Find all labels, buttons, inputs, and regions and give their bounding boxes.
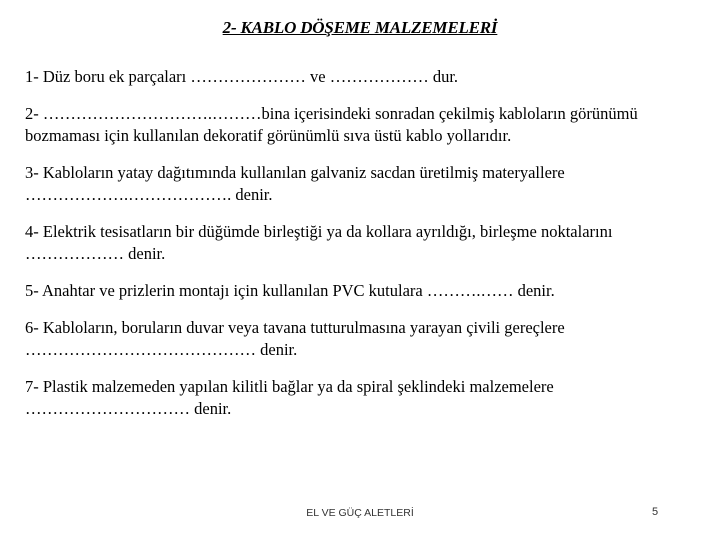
- question-item-3: 3- Kabloların yatay dağıtımında kullanılan galvaniz sacdan üretilmiş materyallere ……………….………………. denir.: [25, 163, 565, 204]
- question-item-4: 4- Elektrik tesisatların bir düğümde birleştiği ya da kollara ayrıldığı, birleşme noktalarını ……………… denir.: [25, 222, 613, 263]
- question-item-5: 5- Anahtar ve prizlerin montajı için kullanılan PVC kutulara ……….…… denir.: [25, 281, 555, 300]
- question-item-6: 6- Kabloların, boruların duvar veya tavana tutturulmasına yarayan çivili gereçlere …………………………………… denir.: [25, 318, 565, 359]
- question-item-2: 2- ………………………….………bina içerisindeki sonradan çekilmiş kabloların görünümü bozmaması için kullanılan dekoratif görünümlü sıva üstü kablo yollarıdır.: [25, 104, 638, 145]
- page-title: 2- KABLO DÖŞEME MALZEMELERİ: [222, 18, 498, 37]
- footer-label: EL VE GÜÇ ALETLERİ: [306, 507, 414, 519]
- question-list: [25, 66, 697, 435]
- question-item-1: 1- Düz boru ek parçaları ………………… ve ……………… dur.: [25, 67, 459, 86]
- question-item-7: 7- Plastik malzemeden yapılan kilitli bağlar ya da spiral şeklindeki malzemelere ………………………… denir.: [25, 377, 554, 418]
- page-number: 5: [652, 506, 659, 518]
